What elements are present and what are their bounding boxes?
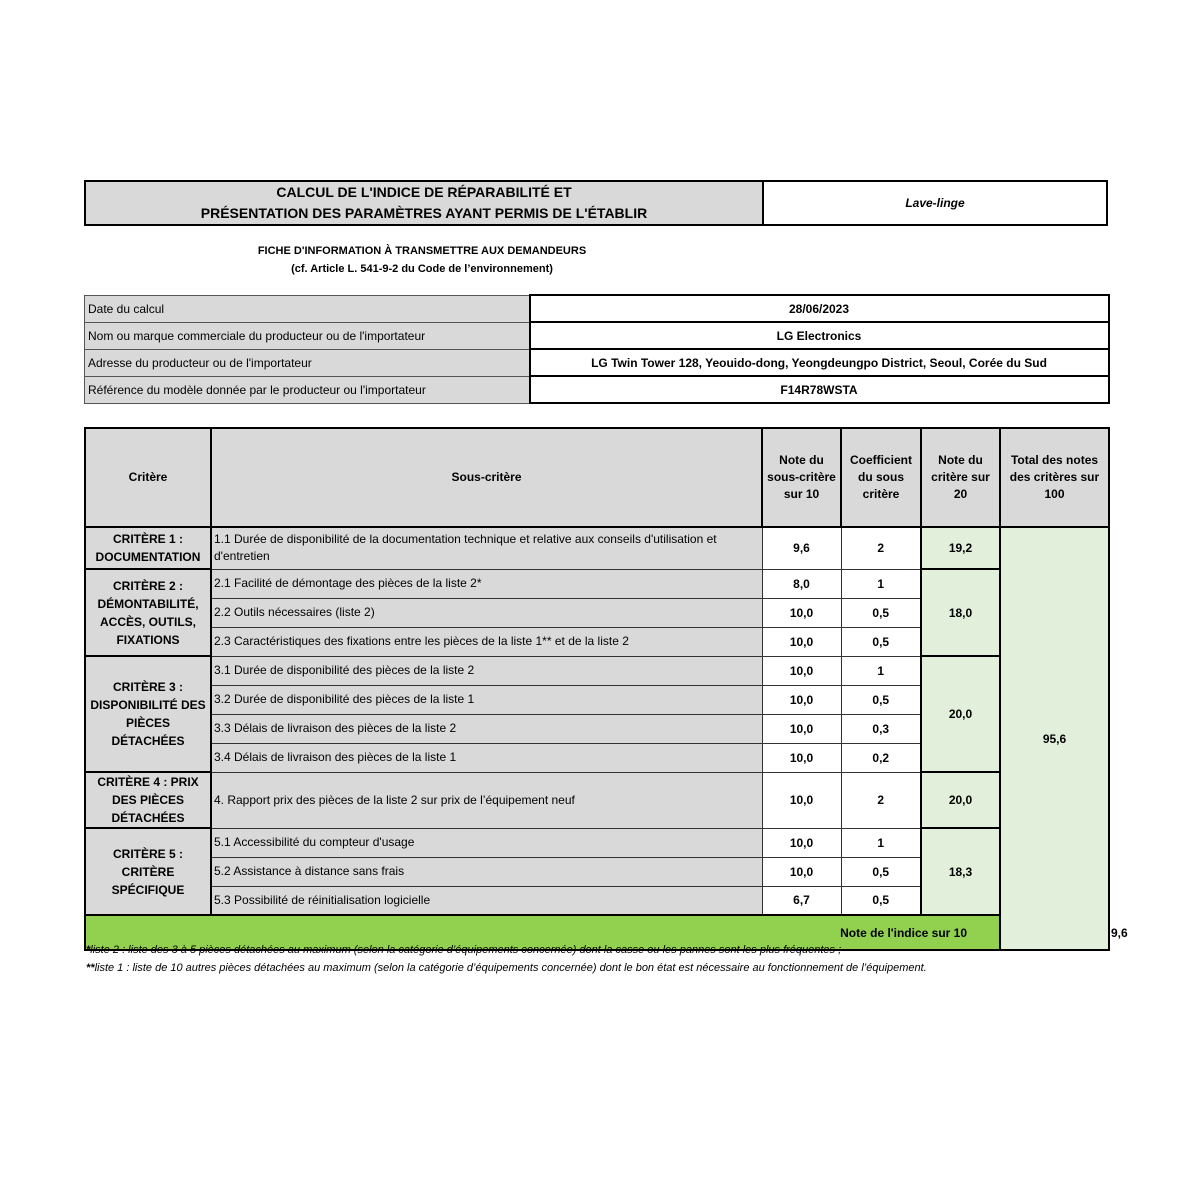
final-score-row: Note de l'indice sur 10 9,6 — [85, 915, 1109, 950]
subcriterion-coefficient: 0,5 — [841, 857, 921, 886]
subcriterion-note: 8,0 — [762, 569, 841, 598]
subcriterion-note: 10,0 — [762, 627, 841, 656]
table-row — [85, 772, 1109, 828]
subcriterion-note: 10,0 — [762, 685, 841, 714]
subcriterion-coefficient: 1 — [841, 656, 921, 685]
info-label: Date du calcul — [85, 295, 530, 322]
header-critere: Critère — [85, 428, 211, 527]
table-row — [85, 828, 1109, 857]
info-value: F14R78WSTA — [530, 376, 1109, 403]
subcriterion-label: 3.1 Durée de disponibilité des pièces de la liste 2 — [211, 656, 762, 685]
subcriterion-coefficient: 0,2 — [841, 743, 921, 772]
subcriterion-coefficient: 0,5 — [841, 598, 921, 627]
subcriterion-label: 3.2 Durée de disponibilité des pièces de la liste 1 — [211, 685, 762, 714]
criterion-2-score: 18,0 — [921, 569, 1000, 656]
subcriterion-label: 2.2 Outils nécessaires (liste 2) — [211, 598, 762, 627]
document-title — [86, 182, 764, 224]
header-coefficient: Coefficient du sous critère — [841, 428, 921, 527]
criterion-4-score: 20,0 — [921, 772, 1000, 828]
header-total: Total des notes des critères sur 100 — [1000, 428, 1109, 527]
table-row — [85, 656, 1109, 685]
criterion-1-score: 19,2 — [921, 527, 1000, 569]
subcriterion-coefficient: 0,5 — [841, 685, 921, 714]
footnote-1 — [86, 941, 1186, 959]
info-label: Nom ou marque commerciale du producteur ou de l'importateur — [85, 322, 530, 349]
document-title-line1: CALCUL DE L'INDICE DE RÉPARABILITÉ ET — [276, 184, 572, 200]
subcriterion-label: 5.2 Assistance à distance sans frais — [211, 857, 762, 886]
final-score-label: Note de l'indice sur 10 — [85, 915, 1000, 950]
table-row — [85, 569, 1109, 598]
subcriterion-coefficient: 1 — [841, 569, 921, 598]
subcriterion-coefficient: 2 — [841, 772, 921, 828]
subcriterion-label: 3.4 Délais de livraison des pièces de la liste 1 — [211, 743, 762, 772]
criterion-2-label: CRITÈRE 2 : DÉMONTABILITÉ, ACCÈS, OUTILS, FIXATIONS — [85, 569, 211, 656]
info-label: Référence du modèle donnée par le producteur ou l'importateur — [85, 376, 530, 403]
info-value: LG Electronics — [530, 322, 1109, 349]
subcriterion-label: 4. Rapport prix des pièces de la liste 2 sur prix de l’équipement neuf — [211, 772, 762, 828]
footnote-mark: ** — [86, 962, 95, 974]
table-row — [85, 527, 1109, 569]
subcriterion-label: 1.1 Durée de disponibilité de la documentation technique et relative aux conseils d'utilisation et d'entretien — [211, 527, 762, 569]
subcriterion-note: 6,7 — [762, 886, 841, 915]
criterion-5-score: 18,3 — [921, 828, 1000, 915]
subcriterion-note: 10,0 — [762, 828, 841, 857]
criteria-table — [84, 427, 1128, 951]
header-note-critere: Note du critère sur 20 — [921, 428, 1000, 527]
info-row-model — [85, 376, 1109, 403]
footnote-2 — [86, 959, 1186, 977]
criterion-3-label: CRITÈRE 3 : DISPONIBILITÉ DES PIÈCES DÉTACHÉES — [85, 656, 211, 772]
info-row-brand — [85, 322, 1109, 349]
subcriterion-coefficient: 0,5 — [841, 886, 921, 915]
info-value: LG Twin Tower 128, Yeouido-dong, Yeongdeungpo District, Seoul, Corée du Sud — [530, 349, 1109, 376]
subcriterion-label: 3.3 Délais de livraison des pièces de la liste 2 — [211, 714, 762, 743]
subcriterion-label: 2.1 Facilité de démontage des pièces de la liste 2* — [211, 569, 762, 598]
criterion-1-label: CRITÈRE 1 : DOCUMENTATION — [85, 527, 211, 569]
subcriterion-coefficient: 1 — [841, 828, 921, 857]
criterion-4-label: CRITÈRE 4 : PRIX DES PIÈCES DÉTACHÉES — [85, 772, 211, 828]
subcriterion-note: 10,0 — [762, 857, 841, 886]
info-value: 28/06/2023 — [530, 295, 1109, 322]
subcriterion-label: 5.1 Accessibilité du compteur d'usage — [211, 828, 762, 857]
info-label: Adresse du producteur ou de l'importateur — [85, 349, 530, 376]
subcriterion-label: 2.3 Caractéristiques des fixations entre les pièces de la liste 1** et de la liste 2 — [211, 627, 762, 656]
footnote-text: liste 1 : liste de 10 autres pièces détachées au maximum (selon la catégorie d’équipements concernée) dont le bon état est nécessaire au fonctionnement de l’équipement. — [94, 962, 927, 974]
info-row-date — [85, 295, 1109, 322]
subcriterion-note: 9,6 — [762, 527, 841, 569]
subcriterion-label: 5.3 Possibilité de réinitialisation logicielle — [211, 886, 762, 915]
product-category: Lave-linge — [905, 196, 965, 210]
footnotes — [86, 941, 1186, 977]
subcriterion-coefficient: 2 — [841, 527, 921, 569]
subcriterion-coefficient: 0,5 — [841, 627, 921, 656]
footnote-text: liste 2 : liste des 3 à 5 pièces détachées au maximum (selon la catégorie d’équipements concernée) dont la casse ou les pannes sont les plus fréquentes ; — [90, 944, 842, 956]
footnote-mark: * — [86, 944, 91, 956]
subtitle — [84, 242, 760, 278]
total-score: 95,6 — [1000, 527, 1109, 950]
info-table — [84, 294, 1110, 404]
subcriterion-note: 10,0 — [762, 656, 841, 685]
document-header — [84, 180, 1108, 226]
info-row-address — [85, 349, 1109, 376]
document-title-line2: PRÉSENTATION DES PARAMÈTRES AYANT PERMIS DE L'ÉTABLIR — [200, 205, 648, 221]
table-header-row — [85, 428, 1109, 527]
subcriterion-note: 10,0 — [762, 714, 841, 743]
header-sous-critere: Sous-critère — [211, 428, 762, 527]
subcriterion-coefficient: 0,3 — [841, 714, 921, 743]
subcriterion-note: 10,0 — [762, 743, 841, 772]
header-note-sous-critere: Note du sous-critère sur 10 — [762, 428, 841, 527]
subcriterion-note: 10,0 — [762, 598, 841, 627]
criterion-5-label: CRITÈRE 5 : CRITÈRE SPÉCIFIQUE — [85, 828, 211, 915]
subtitle-line1: FICHE D'INFORMATION À TRANSMETTRE AUX DEMANDEURS — [257, 245, 587, 257]
subcriterion-note: 10,0 — [762, 772, 841, 828]
criterion-3-score: 20,0 — [921, 656, 1000, 772]
subtitle-line2: (cf. Article L. 541-9-2 du Code de l’environnement) — [291, 263, 553, 275]
